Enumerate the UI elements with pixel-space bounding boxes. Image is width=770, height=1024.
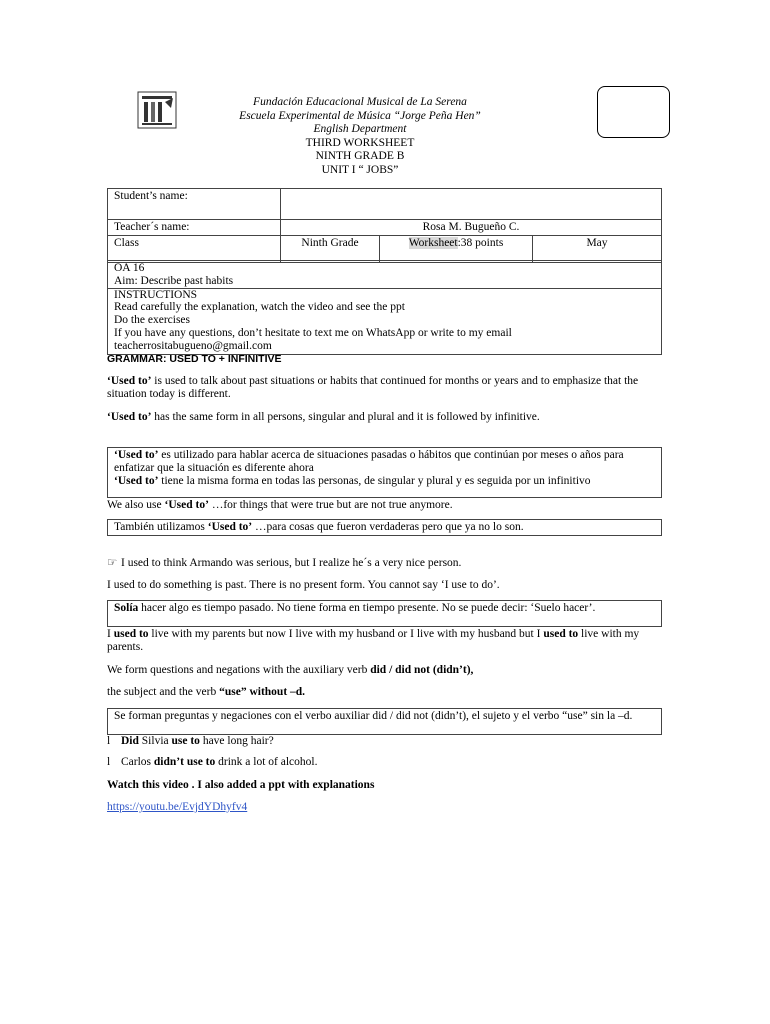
foundation-name: Fundación Educacional Musical de La Serena bbox=[253, 96, 467, 108]
class-value: Ninth Grade bbox=[281, 236, 380, 263]
video-link-container bbox=[107, 801, 662, 814]
school-logo bbox=[136, 90, 178, 130]
paragraph-3: We also use ‘Used to’ …for things that were true but are not true anymore. bbox=[107, 499, 453, 511]
bullet-icon: l bbox=[107, 756, 111, 768]
unit-title: UNIT I “ JOBS” bbox=[321, 163, 399, 176]
grammar-title: GRAMMAR: USED TO + INFINITIVE bbox=[107, 353, 282, 365]
bullet-icon: ☞ bbox=[107, 557, 118, 569]
instruction-1: Read carefully the explanation, watch the video and see the ppt bbox=[114, 301, 405, 314]
instructions-box bbox=[107, 260, 662, 355]
paragraph-2: ‘Used to’ has the same form in all persons, singular and plural and it is followed by infinitive. bbox=[107, 411, 540, 423]
student-name-label: Student’s name: bbox=[108, 189, 281, 220]
spanish-box-2: También utilizamos ‘Used to’ …para cosas que fueron verdaderas pero que ya no lo son. bbox=[107, 519, 662, 536]
example-3: l Did Silvia use to have long hair? bbox=[107, 735, 274, 747]
instruction-3: If you have any questions, don’t hesitate to text me on WhatsApp or write to my email bbox=[114, 326, 512, 339]
grade-box bbox=[597, 86, 670, 138]
example-4: l Carlos didn’t use to drink a lot of alcohol. bbox=[107, 756, 318, 768]
paragraph-4: I used to do something is past. There is no present form. You cannot say ‘I use to do’. bbox=[107, 579, 500, 591]
worksheet-title: THIRD WORKSHEET bbox=[305, 136, 415, 149]
teacher-email: teacherrositabugueno@gmail.com bbox=[114, 339, 272, 352]
document-header bbox=[200, 96, 520, 177]
instruction-2: Do the exercises bbox=[114, 314, 190, 327]
spanish-box-1: ‘Used to’ es utilizado para hablar acerca de situaciones pasadas o hábitos que continúan por meses o años para enfatizar que la situación es diferente ahora ‘Used to’ tiene la misma forma en todas las personas, de singular y plural y es seguida por un infinitivo bbox=[107, 447, 662, 498]
instructions-title: INSTRUCTIONS bbox=[108, 288, 661, 302]
aim: Aim: Describe past habits bbox=[114, 274, 234, 287]
month-value: May bbox=[533, 236, 662, 263]
teacher-name-value: Rosa M. Bugueño C. bbox=[281, 220, 662, 236]
example-1: ☞ I used to think Armando was serious, but I realize he´s a very nice person. bbox=[107, 557, 462, 569]
watch-video-note: Watch this video . I also added a ppt with explanations bbox=[107, 779, 375, 791]
paragraph-5: We form questions and negations with the auxiliary verb did / did not (didn’t), bbox=[107, 664, 474, 676]
class-label: Class bbox=[108, 236, 281, 263]
department: English Department bbox=[313, 123, 407, 135]
example-2: I used to live with my parents but now I live with my husband or I live with my husband but I used to live with my parents. bbox=[107, 628, 640, 653]
bullet-icon: l bbox=[107, 735, 111, 747]
school-name: Escuela Experimental de Música “Jorge Peña Hen” bbox=[239, 109, 481, 122]
oa-code: OA 16 bbox=[114, 262, 145, 274]
student-name-field[interactable] bbox=[281, 189, 662, 220]
worksheet-points: Worksheet:38 points bbox=[380, 236, 533, 263]
teacher-name-label: Teacher´s name: bbox=[108, 220, 281, 236]
spanish-box-3: Solía hacer algo es tiempo pasado. No tiene forma en tiempo presente. No se puede decir: ‘Suelo hacer’. bbox=[107, 600, 662, 627]
student-info-table bbox=[107, 188, 662, 263]
spanish-box-4: Se forman preguntas y negaciones con el verbo auxiliar did / did not (didn’t), el sujeto y el verbo “use” sin la –d. bbox=[107, 708, 662, 735]
paragraph-6: the subject and the verb “use” without –d. bbox=[107, 686, 306, 698]
video-link[interactable]: https://youtu.be/EvjdYDhyfv4 bbox=[107, 801, 248, 813]
paragraph-1: ‘Used to’ is used to talk about past situations or habits that continued for months or years and to emphasize that the situation today is different. bbox=[107, 375, 639, 400]
grade-title: NINTH GRADE B bbox=[315, 150, 405, 162]
